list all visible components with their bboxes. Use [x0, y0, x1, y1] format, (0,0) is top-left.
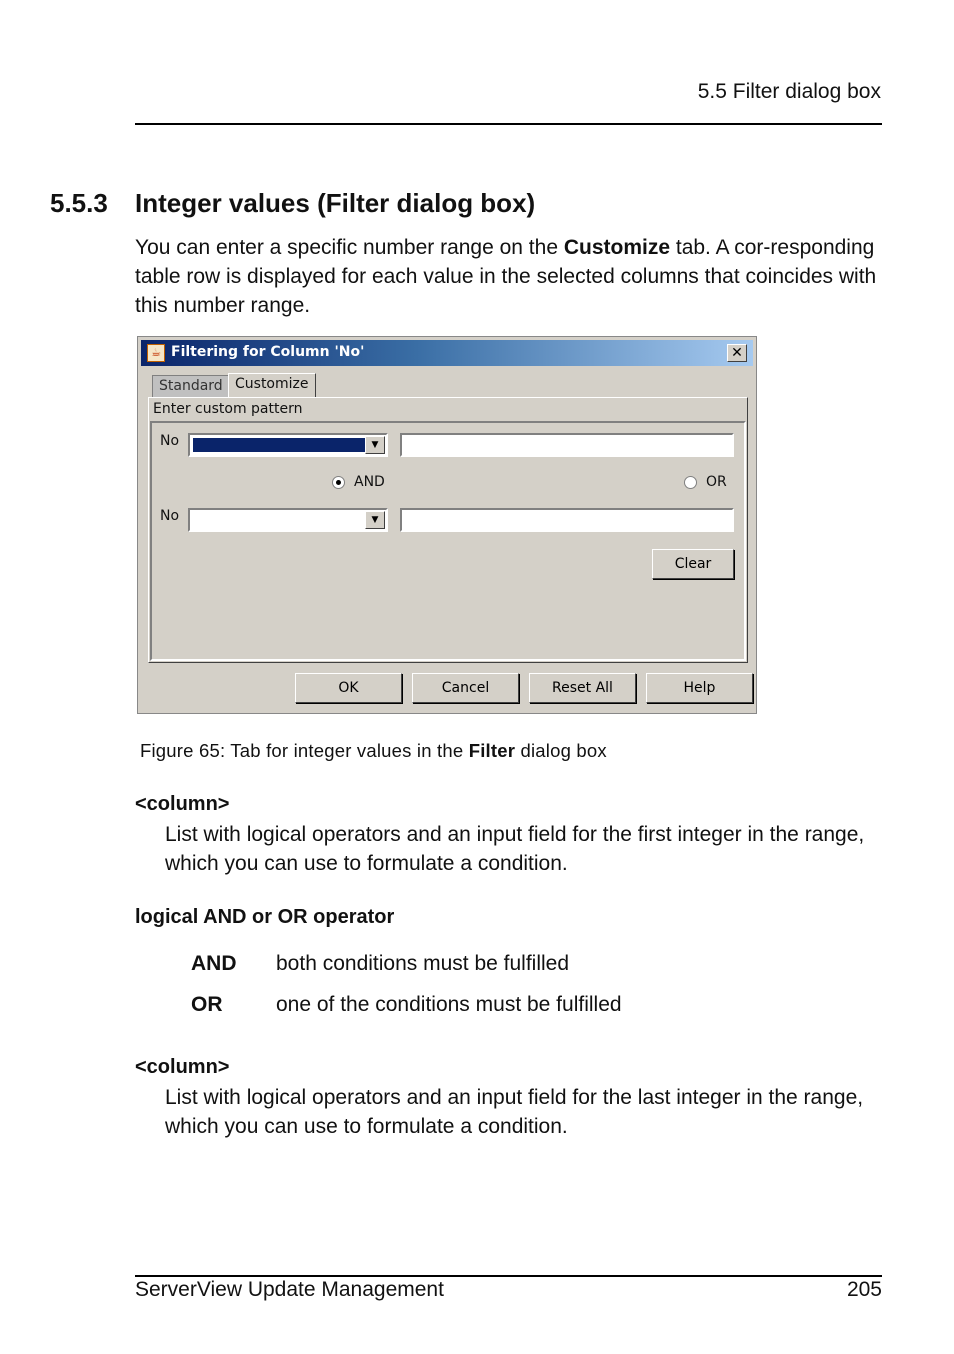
operator-desc-or: one of the conditions must be fulfilled	[276, 993, 622, 1016]
chevron-down-icon[interactable]: ▼	[365, 436, 385, 454]
page-number: 205	[846, 1278, 882, 1301]
ok-button[interactable]: OK	[295, 673, 402, 703]
clear-button[interactable]: Clear	[652, 549, 734, 579]
intro-text-rest: tab. A cor-responding table row is displayed for each value in the selected columns that coincides with this number range.	[135, 236, 877, 317]
group-label: Enter custom pattern	[153, 401, 303, 417]
operator-select-2[interactable]	[188, 508, 388, 532]
intro-text: You can enter a specific number range on the	[135, 236, 564, 259]
tab-customize[interactable]: Customize	[228, 373, 316, 397]
tab-standard[interactable]: Standard	[152, 375, 230, 397]
footer-product: ServerView Update Management	[135, 1278, 444, 1301]
radio-and-label: AND	[354, 474, 385, 490]
operator-desc-and: both conditions must be fulfilled	[276, 952, 570, 975]
definition-desc-column-2: List with logical operators and an input field for the last integer in the range, which you can use to formulate a condition.	[165, 1086, 864, 1138]
help-button[interactable]: Help	[646, 673, 753, 703]
figure-caption	[140, 740, 607, 762]
radio-and[interactable]	[332, 476, 345, 489]
java-app-icon: ☕	[147, 344, 165, 362]
operator-select-1-selection	[193, 438, 365, 452]
caption-text: Figure 65: Tab for integer values in the	[140, 740, 469, 761]
radio-or[interactable]	[684, 476, 697, 489]
operator-term-or: OR	[191, 993, 223, 1016]
radio-and-dot	[336, 480, 341, 485]
custom-pattern-group	[150, 421, 746, 661]
row1-column-label: No	[160, 433, 180, 449]
definition-desc-column-1: List with logical operators and an input field for the first integer in the range, which you can use to formulate a condition.	[165, 823, 865, 875]
operator-term-and: AND	[191, 952, 237, 975]
dialog-title: Filtering for Column 'No'	[171, 344, 365, 360]
chevron-down-icon[interactable]: ▼	[365, 511, 385, 529]
caption-bold: Filter	[468, 740, 516, 761]
dialog-titlebar	[141, 340, 753, 366]
caption-suffix: dialog box	[515, 740, 607, 761]
definition-term-column-2: <column>	[135, 1056, 230, 1078]
intro-paragraph	[135, 233, 895, 320]
value-input-2[interactable]	[400, 508, 734, 532]
value-input-1[interactable]	[400, 433, 734, 457]
cancel-button[interactable]: Cancel	[412, 673, 519, 703]
operator-heading: logical AND or OR operator	[135, 906, 395, 928]
reset-all-button[interactable]: Reset All	[529, 673, 636, 703]
row2-column-label: No	[160, 508, 180, 524]
header-rule	[135, 123, 882, 125]
close-button[interactable]: ✕	[727, 344, 747, 362]
definition-term-column-1: <column>	[135, 793, 230, 815]
radio-or-label: OR	[706, 474, 727, 490]
operator-select-1[interactable]	[188, 433, 388, 457]
intro-bold: Customize	[563, 236, 671, 259]
footer-rule	[135, 1275, 882, 1277]
section-title: Integer values (Filter dialog box)	[135, 188, 536, 218]
section-number: 5.5.3	[50, 188, 108, 218]
filter-dialog	[137, 336, 757, 714]
running-header: 5.5 Filter dialog box	[697, 80, 881, 103]
